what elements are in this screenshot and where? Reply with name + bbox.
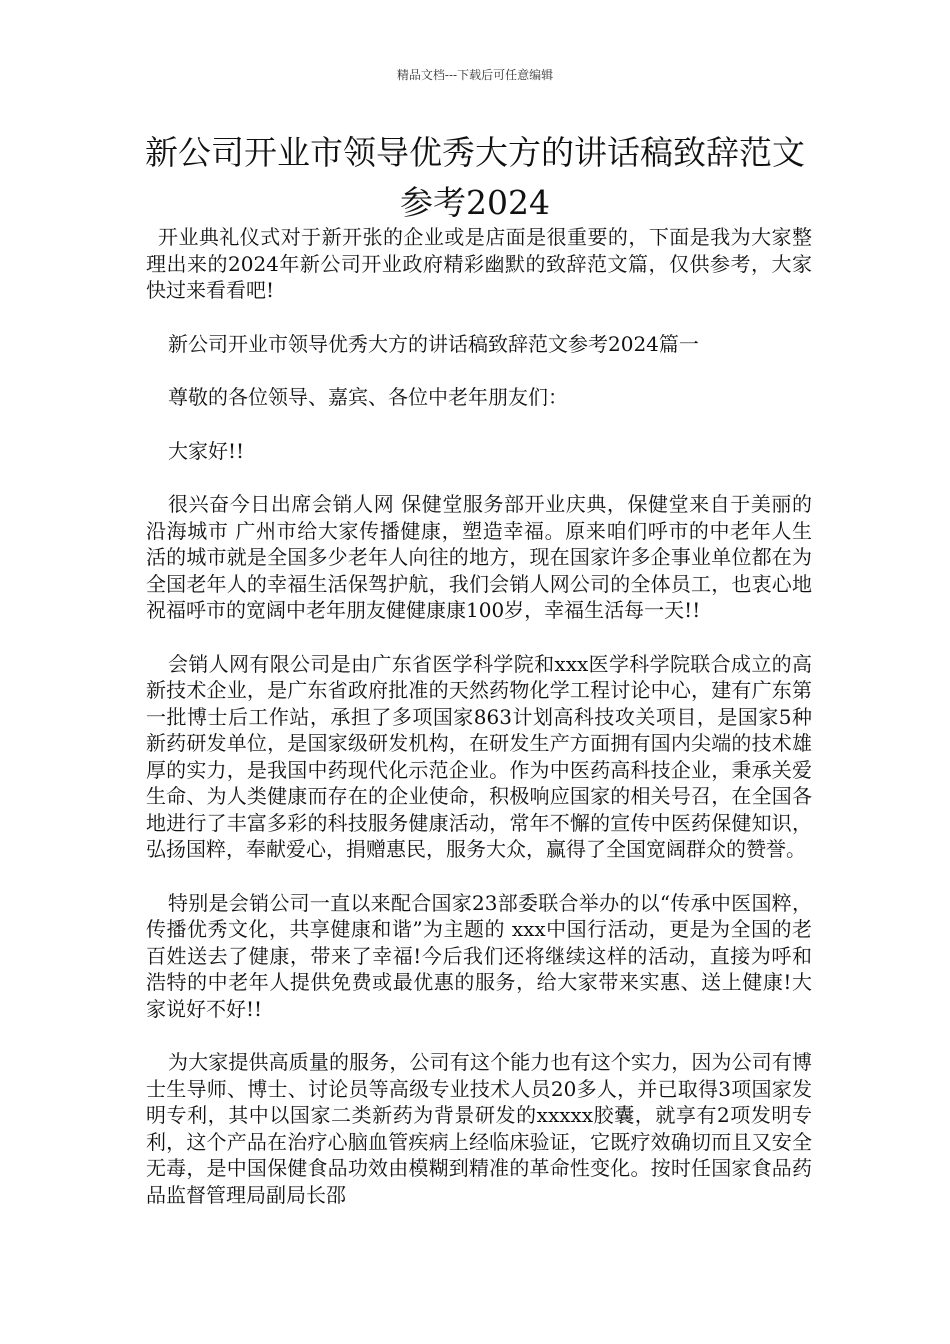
section-heading: 新公司开业市领导优秀大方的讲话稿致辞范文参考2024篇一 — [168, 331, 699, 356]
body-paragraph: 会销人网有限公司是由广东省医学科学院和xxx医学科学院联合成立的高新技术企业，是广东省政府批准的天然药物化学工程讨论中心，建有广东第一批博士后工作站，承担了多项国家863计划高科技攻关项目，是国家5种新药研发单位，是国家级研发机构，在研发生产方面拥有国内尖端的技术雄厚的实力，是我国中药现代化示范企业。作为中医药高科技企业，秉承关爱生命、为人类健康而存在的企业使命，积极响应国家的相关号召，在全国各地进行了丰富多彩的科技服务健康活动，常年不懈的宣传中医药保健知识，弘扬国粹，奉献爱心，捐赠惠民，服务大众，赢得了全国宽阔群众的赞誉。 — [146, 651, 812, 861]
document-body — [146, 224, 812, 1208]
body-paragraph: 特别是会销公司一直以来配合国家23部委联合举办的以“传承中医国粹，传播优秀文化，共享健康和谐”为主题的 xxx中国行活动，更是为全国的老百姓送去了健康，带来了幸福!今后我们还将继续这样的活动，直接为呼和浩特的中老年人提供免费或最优惠的服务，给大家带来实惠、送上健康!大家说好不好!! — [146, 890, 812, 1021]
greeting: 大家好!! — [168, 438, 245, 463]
body-paragraph: 很兴奋今日出席会销人网 保健堂服务部开业庆典，保健堂来自于美丽的沿海城市 广州市给大家传播健康，塑造幸福。原来咱们呼市的中老年人生活的城市就是全国多少老年人向往的地方，现在国家许多企事业单位都在为全国老年人的幸福生活保驾护航，我们会销人网公司的全体员工，也衷心地祝福呼市的宽阔中老年朋友健健康康100岁，幸福生活每一天!! — [146, 492, 812, 622]
salutation: 尊敬的各位领导、嘉宾、各位中老年朋友们： — [168, 385, 568, 409]
intro-paragraph: 开业典礼仪式对于新开张的企业或是店面是很重要的，下面是我为大家整理出来的2024年新公司开业政府精彩幽默的致辞范文篇，仅供参考，大家快过来看看吧! — [146, 225, 812, 302]
header-note: 精品文档---下载后可任意编辑 — [396, 68, 554, 82]
document-title: 新公司开业市领导优秀大方的讲话稿致辞范文参考2024 — [145, 133, 805, 222]
body-paragraph: 为大家提供高质量的服务，公司有这个能力也有这个实力，因为公司有博士生导师、博士、讨论员等高级专业技术人员20多人，并已取得3项国家发明专利，其中以国家二类新药为背景研发的xxxxx胶囊，就享有2项发明专利，这个产品在治疗心脑血管疾病上经临床验证，它既疗效确切而且又安全无毒，是中国保健食品功效由模糊到精准的革命性变化。按时任国家食品药品监督管理局副局长邵 — [146, 1050, 812, 1207]
